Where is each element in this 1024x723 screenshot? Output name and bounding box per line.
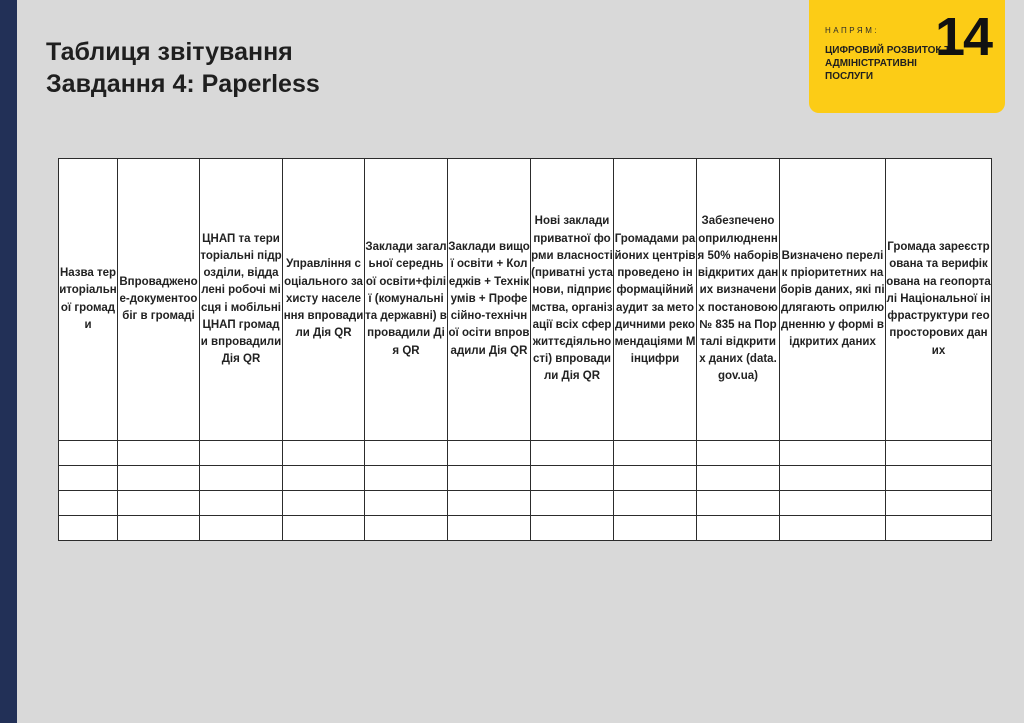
table-cell[interactable] bbox=[697, 516, 780, 541]
direction-number: 14 bbox=[935, 7, 992, 67]
column-header: Впроваджено е-документообіг в громаді bbox=[118, 159, 200, 441]
table-cell[interactable] bbox=[614, 466, 697, 491]
table-cell[interactable] bbox=[365, 491, 448, 516]
table-cell[interactable] bbox=[200, 491, 283, 516]
table-cell[interactable] bbox=[365, 441, 448, 466]
table-cell[interactable] bbox=[118, 516, 200, 541]
reporting-table bbox=[58, 158, 992, 541]
table-cell[interactable] bbox=[200, 466, 283, 491]
table-cell[interactable] bbox=[200, 441, 283, 466]
column-header: ЦНАП та територіальні підрозділи, віддалені робочі місця і мобільні ЦНАП громади впровадили Дія QR bbox=[200, 159, 283, 441]
table-cell[interactable] bbox=[614, 516, 697, 541]
table-cell[interactable] bbox=[283, 441, 365, 466]
column-header: Заклади загальної середньої освіти+філії (комунальні та державні) впровадили Дія QR bbox=[365, 159, 448, 441]
table-cell[interactable] bbox=[365, 516, 448, 541]
column-header: Громадами районих центрів проведено інформаційний аудит за методичними рекомендаціями Мінцифри bbox=[614, 159, 697, 441]
table-cell[interactable] bbox=[365, 466, 448, 491]
table-cell[interactable] bbox=[283, 516, 365, 541]
table-cell[interactable] bbox=[283, 466, 365, 491]
table-cell[interactable] bbox=[886, 491, 992, 516]
direction-label: НАПРЯМ: bbox=[825, 26, 880, 35]
column-header: Громада зареєстрована та верифікована на геопорталі Національної інфраструктури геопросторових даних bbox=[886, 159, 992, 441]
table-cell[interactable] bbox=[118, 466, 200, 491]
table-cell[interactable] bbox=[448, 516, 531, 541]
table-cell[interactable] bbox=[780, 466, 886, 491]
table-cell[interactable] bbox=[531, 441, 614, 466]
column-header: Визначено перелік пріоритетних наборів даних, які підлягають оприлюдненню у формі відкритих даних bbox=[780, 159, 886, 441]
column-header: Забезпечено оприлюднення 50% наборів відкритих даних визначених постановою № 835 на Порталі відкритих даних (data.gov.ua) bbox=[697, 159, 780, 441]
table-cell[interactable] bbox=[59, 491, 118, 516]
table-cell[interactable] bbox=[531, 466, 614, 491]
left-accent-bar bbox=[0, 0, 17, 723]
direction-text: ЦИФРОВИЙ РОЗВИТОК ТА АДМІНІСТРАТИВНІ ПОСЛУГИ bbox=[825, 45, 957, 82]
table-cell[interactable] bbox=[780, 441, 886, 466]
table-cell[interactable] bbox=[531, 491, 614, 516]
column-header: Назва територіальної громади bbox=[59, 159, 118, 441]
table-cell[interactable] bbox=[780, 491, 886, 516]
table-row bbox=[59, 516, 992, 541]
table-cell[interactable] bbox=[886, 466, 992, 491]
table-cell[interactable] bbox=[448, 466, 531, 491]
table-cell[interactable] bbox=[448, 491, 531, 516]
table-cell[interactable] bbox=[697, 441, 780, 466]
table-cell[interactable] bbox=[118, 441, 200, 466]
table-cell[interactable] bbox=[697, 491, 780, 516]
column-header: Управління соціального захисту населення впровадили Дія QR bbox=[283, 159, 365, 441]
table-cell[interactable] bbox=[283, 491, 365, 516]
table-cell[interactable] bbox=[59, 516, 118, 541]
table-cell[interactable] bbox=[780, 516, 886, 541]
table-row bbox=[59, 491, 992, 516]
table-cell[interactable] bbox=[614, 441, 697, 466]
column-header: Заклади вищої освіти + Коледжів + Технікумів + Професійно-технічної осіти впровадили Дія QR bbox=[448, 159, 531, 441]
table-cell[interactable] bbox=[118, 491, 200, 516]
table-cell[interactable] bbox=[59, 441, 118, 466]
table-cell[interactable] bbox=[697, 466, 780, 491]
table-row bbox=[59, 441, 992, 466]
table-cell[interactable] bbox=[200, 516, 283, 541]
table-cell[interactable] bbox=[614, 491, 697, 516]
title-line-2: Завдання 4: Paperless bbox=[46, 70, 320, 98]
table-cell[interactable] bbox=[59, 466, 118, 491]
table-row bbox=[59, 466, 992, 491]
table-cell[interactable] bbox=[531, 516, 614, 541]
table-cell[interactable] bbox=[886, 516, 992, 541]
table-header-row bbox=[59, 159, 992, 441]
column-header: Нові заклади приватної форми власності (приватні установи, підприємства, організації всіх сфер життєдіяльності) впровадили Дія QR bbox=[531, 159, 614, 441]
table-cell[interactable] bbox=[448, 441, 531, 466]
title-line-1: Таблиця звітування bbox=[46, 38, 293, 66]
slide-title bbox=[46, 36, 320, 100]
direction-badge bbox=[809, 0, 1005, 113]
table-cell[interactable] bbox=[886, 441, 992, 466]
